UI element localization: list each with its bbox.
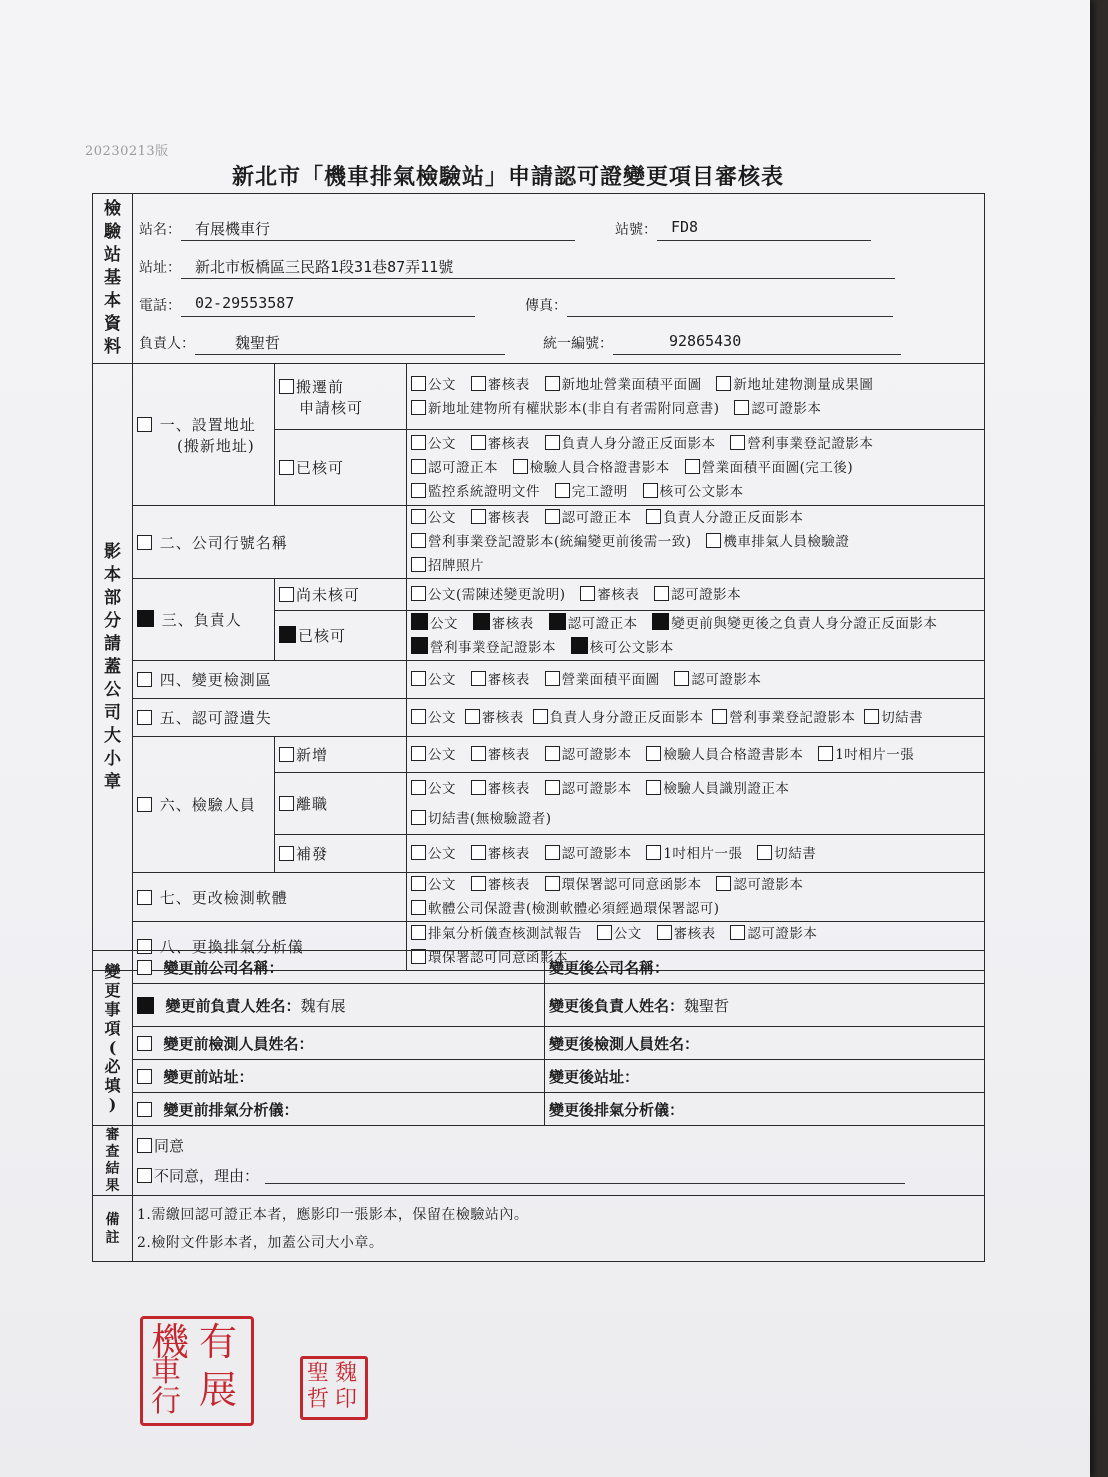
change-before-owner[interactable]: 變更前負責人姓名： 魏有展: [133, 984, 545, 1027]
item-checkbox[interactable]: [411, 876, 426, 891]
item-checkbox[interactable]: [674, 671, 689, 686]
owner-approved-items: 公文 審核表 認可證正本 變更前與變更後之負責人身分證正反面影本 營利事業登記證影本 核可公文影本: [407, 611, 985, 661]
item-checkbox[interactable]: [471, 671, 486, 686]
item-checkbox[interactable]: [411, 637, 428, 654]
item-checkbox[interactable]: [646, 845, 661, 860]
item-checkbox[interactable]: [411, 435, 426, 450]
owner-not-approved-items: 公文(需陳述變更說明) 審核表 認可證影本: [407, 579, 985, 611]
item-checkbox[interactable]: [411, 400, 426, 415]
review-side-label: 審 查 結 果: [93, 1126, 133, 1196]
change-before-address[interactable]: 變更前站址：: [133, 1060, 545, 1093]
item-checkbox[interactable]: [643, 483, 658, 498]
review-result: 同意 不同意，理由：: [133, 1126, 985, 1196]
cert-lost-items: 公文 審核表 負責人身分證正反面影本 營利事業登記證影本 切結書: [407, 699, 985, 737]
item-checkbox[interactable]: [533, 709, 548, 724]
section-software-checkbox[interactable]: [137, 890, 152, 905]
note-line: 1.需繳回認可證正本者，應影印一張影本，保留在檢驗站內。: [137, 1206, 529, 1223]
item-checkbox[interactable]: [471, 746, 486, 761]
item-checkbox[interactable]: [580, 586, 595, 601]
change-before-inspector[interactable]: 變更前檢測人員姓名：: [133, 1027, 545, 1060]
before-move-items: 公文 審核表 新地址營業面積平面圖 新地址建物測量成果圖 新地址建物所有權狀影本(非自有者需附同意書) 認可證影本: [407, 364, 985, 430]
item-checkbox[interactable]: [411, 780, 426, 795]
item-checkbox[interactable]: [545, 671, 560, 686]
notes-side-label: 備 註: [93, 1196, 133, 1262]
section-software: 七、更改檢測軟體: [133, 873, 407, 922]
fax-field[interactable]: [567, 294, 893, 317]
section-company-name: 二、公司行號名稱: [133, 506, 407, 579]
basic-info-side-label: 檢 驗 站 基 本 資 料: [93, 194, 133, 364]
item-checkbox[interactable]: [818, 746, 833, 761]
section-analyzer: 八、更換排氣分析儀: [133, 922, 407, 971]
station-no-field[interactable]: FD8: [657, 218, 871, 241]
review-form-table: [92, 193, 985, 971]
item-checkbox[interactable]: [657, 925, 672, 940]
item-checkbox[interactable]: [411, 613, 428, 630]
change-before-company[interactable]: 變更前公司名稱：: [133, 951, 545, 984]
item-checkbox[interactable]: [646, 509, 661, 524]
section-test-area: 四、變更檢測區: [133, 661, 407, 699]
owner-field[interactable]: 魏聖哲: [195, 332, 505, 355]
item-checkbox[interactable]: [411, 483, 426, 498]
not-approved-checkbox[interactable]: [279, 587, 294, 602]
item-checkbox[interactable]: [411, 586, 426, 601]
item-checkbox[interactable]: [864, 709, 879, 724]
sub-reissue: 補發: [275, 835, 407, 873]
section-company-name-checkbox[interactable]: [137, 535, 152, 550]
before-move-checkbox[interactable]: [279, 379, 294, 394]
reissue-checkbox[interactable]: [279, 846, 294, 861]
item-checkbox[interactable]: [411, 671, 426, 686]
item-checkbox[interactable]: [473, 613, 490, 630]
item-checkbox[interactable]: [716, 876, 731, 891]
inspector-resign-items: 公文 審核表 認可證影本 檢驗人員識別證正本 切結書(無檢驗證者): [407, 773, 985, 835]
station-name-field[interactable]: 有展機車行: [181, 218, 575, 241]
change-after-inspector[interactable]: 變更後檢測人員姓名：: [545, 1027, 985, 1060]
sub-resign: 離職: [275, 773, 407, 835]
phone-field[interactable]: 02-29553587: [181, 294, 475, 317]
sub-not-approved: 尚未核可: [275, 579, 407, 611]
item-checkbox[interactable]: [411, 925, 426, 940]
changes-side-label: 變 更 事 項 ( 必 填 ): [93, 951, 133, 1126]
resign-checkbox[interactable]: [279, 796, 294, 811]
analyzer-items: 排氣分析儀查核測試報告 公文 審核表 認可證影本 環保署認可同意函影本: [407, 922, 985, 971]
test-area-items: 公文 審核表 營業面積平面圖 認可證影本: [407, 661, 985, 699]
item-checkbox[interactable]: [545, 509, 560, 524]
change-checkbox[interactable]: [137, 1069, 152, 1084]
change-checkbox[interactable]: [137, 1102, 152, 1117]
item-checkbox[interactable]: [545, 435, 560, 450]
company-seal: 有 展 機 車 行: [140, 1316, 254, 1426]
sub-owner-approved: 已核可: [275, 611, 407, 661]
section-owner: 三、負責人: [133, 579, 275, 661]
item-checkbox[interactable]: [654, 586, 669, 601]
notes-block: [133, 1196, 985, 1262]
agree-checkbox[interactable]: [137, 1138, 152, 1153]
reason-field[interactable]: [265, 1167, 905, 1184]
section-test-area-checkbox[interactable]: [137, 672, 152, 687]
section-cert-lost: 五、認可證遺失: [133, 699, 407, 737]
item-checkbox[interactable]: [549, 613, 566, 630]
item-checkbox[interactable]: [646, 746, 661, 761]
item-checkbox[interactable]: [545, 845, 560, 860]
item-checkbox[interactable]: [471, 780, 486, 795]
item-checkbox[interactable]: [757, 845, 772, 860]
item-checkbox[interactable]: [646, 780, 661, 795]
item-checkbox[interactable]: [411, 533, 426, 548]
item-checkbox[interactable]: [597, 925, 612, 940]
item-checkbox[interactable]: [471, 376, 486, 391]
item-checkbox[interactable]: [545, 376, 560, 391]
item-checkbox[interactable]: [652, 613, 669, 630]
change-before-analyzer[interactable]: 變更前排氣分析儀：: [133, 1093, 545, 1126]
change-checkbox[interactable]: [137, 960, 152, 975]
item-checkbox[interactable]: [545, 876, 560, 891]
item-checkbox[interactable]: [411, 900, 426, 915]
item-checkbox[interactable]: [411, 509, 426, 524]
section-address: 一、設置地址 (搬新地址): [133, 364, 275, 506]
sub-before-move: 搬遷前 申請核可: [275, 364, 407, 430]
item-checkbox[interactable]: [730, 435, 745, 450]
form-version: 20230213版: [85, 144, 169, 159]
change-checkbox[interactable]: [137, 997, 154, 1014]
item-checkbox[interactable]: [685, 459, 700, 474]
tax-id-field[interactable]: 92865430: [613, 332, 901, 355]
approved-items: 公文 審核表 負責人身分證正反面影本 營利事業登記證影本 認可證正本 檢驗人員合格證書影本 營業面積平面圖(完工後) 監控系統證明文件 完工證明 核可公文影本: [407, 430, 985, 506]
item-checkbox[interactable]: [411, 845, 426, 860]
item-checkbox[interactable]: [465, 709, 480, 724]
software-items: 公文 審核表 環保署認可同意函影本 認可證影本 軟體公司保證書(檢測軟體必須經過環保署認可): [407, 873, 985, 922]
section-inspectors: 六、檢驗人員: [133, 737, 275, 873]
item-checkbox[interactable]: [411, 810, 426, 825]
item-checkbox[interactable]: [545, 780, 560, 795]
company-name-items: 公文 審核表 認可證正本 負責人分證正反面影本 營利事業登記證影本(統編變更前後需一致) 機車排氣人員檢驗證 招牌照片: [407, 506, 985, 579]
sub-approved: 已核可: [275, 430, 407, 506]
item-checkbox[interactable]: [545, 746, 560, 761]
item-checkbox[interactable]: [555, 483, 570, 498]
sub-add: 新增: [275, 737, 407, 773]
section-inspectors-checkbox[interactable]: [137, 797, 152, 812]
change-checkbox[interactable]: [137, 1036, 152, 1051]
disagree-checkbox[interactable]: [137, 1168, 152, 1183]
item-checkbox[interactable]: [734, 400, 749, 415]
item-checkbox[interactable]: [411, 459, 426, 474]
item-checkbox[interactable]: [716, 376, 731, 391]
inspector-reissue-items: 公文 審核表 認可證影本 1吋相片一張 切結書: [407, 835, 985, 873]
page-title: 新北市「機車排氣檢驗站」申請認可證變更項目審核表: [231, 164, 784, 190]
item-checkbox[interactable]: [411, 557, 426, 572]
change-after-address[interactable]: 變更後站址：: [545, 1060, 985, 1093]
section-owner-checkbox[interactable]: [137, 610, 154, 627]
item-checkbox[interactable]: [471, 876, 486, 891]
item-checkbox[interactable]: [471, 845, 486, 860]
note-line: 2.檢附文件影本者，加蓋公司大小章。: [137, 1234, 384, 1251]
item-checkbox[interactable]: [513, 459, 528, 474]
change-after-analyzer[interactable]: 變更後排氣分析儀：: [545, 1093, 985, 1126]
section-cert-lost-checkbox[interactable]: [137, 710, 152, 725]
add-checkbox[interactable]: [279, 747, 294, 762]
owner-approved-checkbox[interactable]: [279, 626, 296, 643]
item-checkbox[interactable]: [411, 746, 426, 761]
changes-table: [92, 950, 985, 1262]
section-address-checkbox[interactable]: [137, 417, 152, 432]
change-after-owner[interactable]: 變更後負責人姓名： 魏聖哲: [545, 984, 985, 1027]
copies-side-label: 影 本 部 分 請 蓋 公 司 大 小 章: [93, 364, 133, 971]
item-checkbox[interactable]: [411, 376, 426, 391]
change-after-company[interactable]: 變更後公司名稱：: [545, 951, 985, 984]
item-checkbox[interactable]: [411, 709, 426, 724]
inspector-add-items: 公文 審核表 認可證影本 檢驗人員合格證書影本 1吋相片一張: [407, 737, 985, 773]
owner-seal: 魏 聖 哲 印: [300, 1356, 368, 1420]
basic-info-block: 站名： 有展機車行 站號： FD8 站址： 新北市板橋區三民路1段31巷87弄11號 電話： 02-29553587 傳真： 負責人： 魏聖哲 統一編號： 92865430: [133, 194, 985, 364]
item-checkbox[interactable]: [706, 533, 721, 548]
approved-checkbox[interactable]: [279, 460, 294, 475]
item-checkbox[interactable]: [712, 709, 727, 724]
item-checkbox[interactable]: [471, 509, 486, 524]
item-checkbox[interactable]: [730, 925, 745, 940]
address-field[interactable]: 新北市板橋區三民路1段31巷87弄11號: [181, 256, 895, 279]
item-checkbox[interactable]: [571, 637, 588, 654]
item-checkbox[interactable]: [471, 435, 486, 450]
